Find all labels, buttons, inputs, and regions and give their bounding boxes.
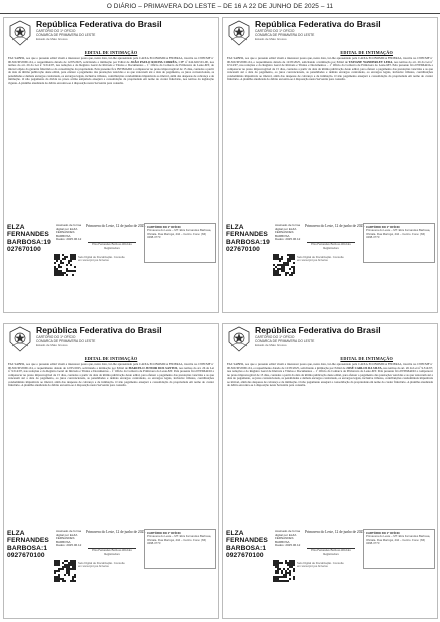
notice-title: EDITAL DE INTIMAÇÃO [84,356,138,361]
edital-notice [3,323,219,619]
intimated-party: JOSÉ CARLOS DA SILVA [346,365,382,370]
digital-signature-note: Assinado de forma digital por ELZA FERNANDES BARBOSA Dados: 2025.06.12 [275,223,301,242]
notice-header [223,324,437,354]
body-text: nos termos do art. 26 da Lei nº 9.514/97, nas redações e do Registro Geral de Imóveis e Títulos e Documentos – 1º Ofício da Comarca de Primavera do Leste-MT. Pela presente fica INTIMADA a comparecer no prazo improrrogável de 15 dias, contados a partir da data da última publicação deste edital, para efetuar o pagamento das prestações vencidas e as que vencerem até a data do pagamento, os juros convencionais, as penalidades e demais encargos contratuais, os encargos legais, inclusive tributos, contribuições condominiais imputáveis ao imóvel, além das despesas de cobrança e de intimação. O não pagamento ensejará a consolidação da propriedade em nome do credor fiduciário. A planilha atualizada do débito encontra-se à disposição nesta Serventia para consulta. [227,59,433,82]
qr-code-icon [54,560,76,582]
body-intro: FAZ SABER, aos que o presente edital virem e interessar possa que, nesta data, foi-lhe apresentado pela CAIXA ECONÔMICA FEDERAL, inscrita no CNPJ/MF nº 00.360.305/0001-04, o requerimento datado de 12/05/2025, solicitando a intimação por Edital de [227,363,433,370]
digital-signature-note: Assinado de forma digital por ELZA FERNANDES BARBOSA Dados: 2025.06.12 [56,223,82,242]
signer-role: Elza Fernandes Barbosa Oficiala Registradora [311,548,351,556]
brazil-coat-of-arms-icon [227,326,251,352]
digital-signature-note: Assinado de forma digital por ELZA FERNANDES BARBOSA Dados: 2025.06.12 [275,529,301,548]
notice-body: FAZ SABER, aos que o presente edital virem e interessar possa que, nesta data, foi-lhe apresentado pela CAIXA ECONÔMICA FEDERAL, inscrita no CNPJ/MF nº 00.360.305/0001-04, o requerimento datado de 12/05/2025, solicitando a intimação por Edital de MARCELO JUNIOR DOS SANTOS, nos termos do art. 26 da Lei nº 9.514/97, nas redações e do Registro Geral de Imóveis e Títulos e Documentos – 1º Ofício da Comarca de Primavera do Leste-MT. Pela presente fica INTIMADO a comparecer no prazo improrrogável de 15 dias, contados a partir da data da última publicação deste edital, para efetuar o pagamento das prestações vencidas e as que vencerem até a data do pagamento, os juros convencionais, as penalidades e demais encargos contratuais, os encargos legais, inclusive tributos, contribuições condominiais imputáveis ao imóvel, além das despesas de cobrança e de intimação. O não pagamento ensejará a consolidação da propriedade em nome do credor fiduciário. A planilha atualizada do débito encontra-se à disposição nesta Serventia para consulta. [8,363,214,388]
estado-name: Estado de Mato Grosso [36,36,68,41]
republica-heading: República Federativa do Brasil [36,325,162,335]
estado-name: Estado de Mato Grosso [255,342,287,347]
estado-name: Estado de Mato Grosso [255,36,287,41]
brazil-coat-of-arms-icon [8,20,32,46]
masthead-text: O DIÁRIO – PRIMAVERA DO LESTE – DE 16 A 22 DE JUNHO DE 2025 – 11 [106,3,334,10]
newspaper-masthead [0,0,440,14]
notice-footer [4,526,218,618]
signer-name: ELZA FERNANDES BARBOSA:19 027670100 [7,224,51,254]
qr-code-icon [273,560,295,582]
digital-seal-text: Selo Digital de Fiscalização. Consulte em www.tjmt.jus.br/selos [297,255,344,263]
digital-seal-text: Selo Digital de Fiscalização. Consulte em www.tjmt.jus.br/selos [78,255,125,263]
cartorio-name: CARTÓRIO DO 1º OFÍCIO [255,335,295,340]
place-and-date: Primavera do Leste, 12 de junho de 2025. [86,530,146,534]
notice-footer [223,220,437,312]
qr-code-icon [273,254,295,276]
digital-seal-text: Selo Digital de Fiscalização. Consulte em www.tjmt.jus.br/selos [297,561,344,569]
body-intro: FAZ SABER, aos que o presente edital virem e interessar possa que, nesta data, foi-lhe apresentado pela CAIXA ECONÔMICA FEDERAL, inscrita no CNPJ/MF nº 00.360.305/0001-04, o requerimento datado de 12/05/2025, solicitando a intimação por Edital de [227,57,433,64]
republica-heading: República Federativa do Brasil [255,19,381,29]
notice-header [223,18,437,48]
cartorio-name: CARTÓRIO DO 1º OFÍCIO [36,29,76,34]
notice-footer [4,220,218,312]
notice-header [4,324,218,354]
intimated-party: MARCELO JUNIOR DOS SANTOS [128,365,178,370]
qr-code-icon [54,254,76,276]
intimated-party: JOÃO PAULO ROCHA CORRÊA [130,59,177,64]
place-and-date: Primavera do Leste, 12 de junho de 2025. [305,530,365,534]
place-and-date: Primavera do Leste, 12 de junho de 2025. [86,224,146,228]
comarca-name: COMARCA DE PRIMAVERA DO LESTE [36,339,96,344]
notice-body: FAZ SABER, aos que o presente edital virem e interessar possa que, nesta data, foi-lhe apresentado pela CAIXA ECONÔMICA FEDERAL, inscrita no CNPJ/MF nº 00.360.305/0001-04, o requerimento datado de 12/05/2025, solicitando a intimação por Edital de TATIANE WANDERLEY LEDA, nos termos do art. 26 da Lei nº 9.514/97, nas redações e do Registro Geral de Imóveis e Títulos e Documentos – 1º Ofício da Comarca de Primavera do Leste-MT. Pela presente fica INTIMADA a comparecer no prazo improrrogável de 15 dias, contados a partir da data da última publicação deste edital, para efetuar o pagamento das prestações vencidas e as que vencerem até a data do pagamento, os juros convencionais, as penalidades e demais encargos contratuais, os encargos legais, inclusive tributos, contribuições condominiais imputáveis ao imóvel, além das despesas de cobrança e de intimação. O não pagamento ensejará a consolidação da propriedade em nome do credor fiduciário. A planilha atualizada do débito encontra-se à disposição nesta Serventia para consulta. [227,57,433,82]
notice-title: EDITAL DE INTIMAÇÃO [84,50,138,55]
body-text: nos termos do art. 26 da Lei nº 9.514/97, nas redações e do Registro Geral de Imóveis e Títulos e Documentos – 1º Ofício da Comarca de Primavera do Leste-MT. Pela presente fica INTIMADO a comparecer no prazo improrrogável de 15 dias, contados a partir da data da última publicação deste edital, para efetuar o pagamento das prestações vencidas e as que vencerem até a data do pagamento, os juros convencionais, as penalidades e demais encargos contratuais, os encargos legais, inclusive tributos, contribuições condominiais imputáveis ao imóvel, além das despesas de cobrança e de intimação. O não pagamento ensejará a consolidação da propriedade em nome do credor fiduciário. A planilha atualizada do débito encontra-se à disposição nesta Serventia para consulta. [8,365,214,388]
notice-footer [223,526,437,618]
comarca-name: COMARCA DE PRIMAVERA DO LESTE [255,339,315,344]
signer-role: Elza Fernandes Barbosa Oficiala Registradora [92,242,132,250]
signer-role: Elza Fernandes Barbosa Oficiala Registradora [311,242,351,250]
estado-name: Estado de Mato Grosso [36,342,68,347]
body-text: nos termos do art. 26 da Lei nº 9.514/97, nas redações e do Registro Geral de Imóveis e Títulos e Documentos – 1º Ofício da Comarca de Primavera do Leste-MT. Pela presente fica INTIMADO a comparecer no prazo improrrogável de 15 dias, contados a partir da data da última publicação deste edital, para efetuar o pagamento das prestações vencidas e as que vencerem até a data do pagamento, os juros convencionais, as penalidades e demais encargos contratuais, os encargos legais, inclusive tributos, contribuições condominiais imputáveis ao imóvel, além das despesas de cobrança e de intimação. O não pagamento ensejará a consolidação da propriedade em nome do credor fiduciário. A planilha atualizada do débito encontra-se à disposição nesta Serventia para consulta. [227,365,433,388]
cartorio-name: CARTÓRIO DO 1º OFÍCIO [36,335,76,340]
brazil-coat-of-arms-icon [8,326,32,352]
registry-stamp: CARTÓRIO DO 1º OFÍCIO Primavera do Leste – MT. Elza Fernandes Barbosa, Oficiala. Rua Maringá, 444 – Centro. Fone: (66) 3498-3773 [363,223,435,263]
body-intro: FAZ SABER, aos que o presente edital virem e interessar possa que, nesta data, foi-lhe apresentado pela CAIXA ECONÔMICA FEDERAL, inscrita no CNPJ/MF nº 00.360.305/0001-04, o requerimento datado de 12/05/2025, solicitando a intimação por Edital de [8,57,214,64]
comarca-name: COMARCA DE PRIMAVERA DO LESTE [255,33,315,38]
republica-heading: República Federativa do Brasil [255,325,381,335]
place-and-date: Primavera do Leste, 12 de junho de 2025. [305,224,365,228]
notice-body: FAZ SABER, aos que o presente edital virem e interessar possa que, nesta data, foi-lhe apresentado pela CAIXA ECONÔMICA FEDERAL, inscrita no CNPJ/MF nº 00.360.305/0001-04, o requerimento datado de 12/05/2025, solicitando a intimação por Edital de JOÃO PAULO ROCHA CORRÊA, CPF nº 642.620.591-00, nos termos do art. 26 da Lei nº 9.514/97, nas redações e do Registro Geral de Imóveis e Títulos e Documentos – 1º Ofício da Comarca de Primavera do Leste-MT, do imóvel objeto da garantia fiduciária e da consolidação da propriedade. Pela presente fica INTIMADO a comparecer no prazo improrrogável de 15 dias, contados a partir da data da última publicação deste edital, para efetuar o pagamento das prestações vencidas e as que vencerem até a data do pagamento, os juros convencionais, as penalidades e demais encargos contratuais, os encargos legais, inclusive tributos, contribuições condominiais imputáveis ao imóvel, além das despesas de cobrança e de intimação. O não pagamento da dívida no prazo acima estipulado ensejará a consolidação da propriedade em nome do credor fiduciário, nos termos da legislação vigente. A planilha atualizada do débito encontra-se à disposição nesta Serventia para consulta. [8,57,214,85]
comarca-name: COMARCA DE PRIMAVERA DO LESTE [36,33,96,38]
registry-stamp: CARTÓRIO DO 1º OFÍCIO Primavera do Leste – MT. Elza Fernandes Barbosa, Oficiala. Rua Maringá, 444 – Centro. Fone: (66) 3498-3773 [363,529,435,569]
signer-name: ELZA FERNANDES BARBOSA:1 0927670100 [226,530,268,560]
signer-name: ELZA FERNANDES BARBOSA:19 027670100 [226,224,270,254]
signer-name: ELZA FERNANDES BARBOSA:1 0927670100 [7,530,49,560]
edital-notice [222,17,438,313]
intimated-party: TATIANE WANDERLEY LEDA [348,59,393,64]
edital-notice [222,323,438,619]
digital-seal-text: Selo Digital de Fiscalização. Consulte em www.tjmt.jus.br/selos [78,561,125,569]
notice-body: FAZ SABER, aos que o presente edital virem e interessar possa que, nesta data, foi-lhe apresentado pela CAIXA ECONÔMICA FEDERAL, inscrita no CNPJ/MF nº 00.360.305/0001-04, o requerimento datado de 12/05/2025, solicitando a intimação por Edital de JOSÉ CARLOS DA SILVA, nos termos do art. 26 da Lei nº 9.514/97, nas redações e do Registro Geral de Imóveis e Títulos e Documentos – 1º Ofício da Comarca de Primavera do Leste-MT. Pela presente fica INTIMADO a comparecer no prazo improrrogável de 15 dias, contados a partir da data da última publicação deste edital, para efetuar o pagamento das prestações vencidas e as que vencerem até a data do pagamento, os juros convencionais, as penalidades e demais encargos contratuais, os encargos legais, inclusive tributos, contribuições condominiais imputáveis ao imóvel, além das despesas de cobrança e de intimação. O não pagamento ensejará a consolidação da propriedade em nome do credor fiduciário. A planilha atualizada do débito encontra-se à disposição nesta Serventia para consulta. [227,363,433,388]
republica-heading: República Federativa do Brasil [36,19,162,29]
notice-header [4,18,218,48]
body-text: CPF nº 642.620.591-00, nos termos do art. 26 da Lei nº 9.514/97, nas redações e do Registro Geral de Imóveis e Títulos e Documentos – 1º Ofício da Comarca de Primavera do Leste-MT, do imóvel objeto da garantia fiduciária e da consolidação da propriedade. Pela presente fica INTIMADO a comparecer no prazo improrrogável de 15 dias, contados a partir da data da última publicação deste edital, para efetuar o pagamento das prestações vencidas e as que vencerem até a data do pagamento, os juros convencionais, as penalidades e demais encargos contratuais, os encargos legais, inclusive tributos, contribuições condominiais imputáveis ao imóvel, além das despesas de cobrança e de intimação. O não pagamento da dívida no prazo acima estipulado ensejará a consolidação da propriedade em nome do credor fiduciário, nos termos da legislação vigente. A planilha atualizada do débito encontra-se à disposição nesta Serventia para consulta. [8,59,214,85]
edital-notice [3,17,219,313]
registry-stamp: CARTÓRIO DO 1º OFÍCIO Primavera do Leste – MT. Elza Fernandes Barbosa, Oficiala. Rua Maringá, 444 – Centro. Fone: (66) 3498-3773 [144,529,216,569]
notice-title: EDITAL DE INTIMAÇÃO [340,50,393,55]
notice-title: EDITAL DE INTIMAÇÃO [340,356,393,361]
signer-role: Elza Fernandes Barbosa Oficiala Registradora [92,548,132,556]
digital-signature-note: Assinado de forma digital por ELZA FERNANDES BARBOSA Dados: 2025.06.12 [56,529,82,548]
registry-stamp: CARTÓRIO DO 1º OFÍCIO Primavera do Leste – MT. Elza Fernandes Barbosa, Oficiala. Rua Maringá, 444 – Centro. Fone: (66) 3498-3773 [144,223,216,263]
brazil-coat-of-arms-icon [227,20,251,46]
body-intro: FAZ SABER, aos que o presente edital virem e interessar possa que, nesta data, foi-lhe apresentado pela CAIXA ECONÔMICA FEDERAL, inscrita no CNPJ/MF nº 00.360.305/0001-04, o requerimento datado de 12/05/2025, solicitando a intimação por Edital de [8,363,214,370]
cartorio-name: CARTÓRIO DO 1º OFÍCIO [255,29,295,34]
